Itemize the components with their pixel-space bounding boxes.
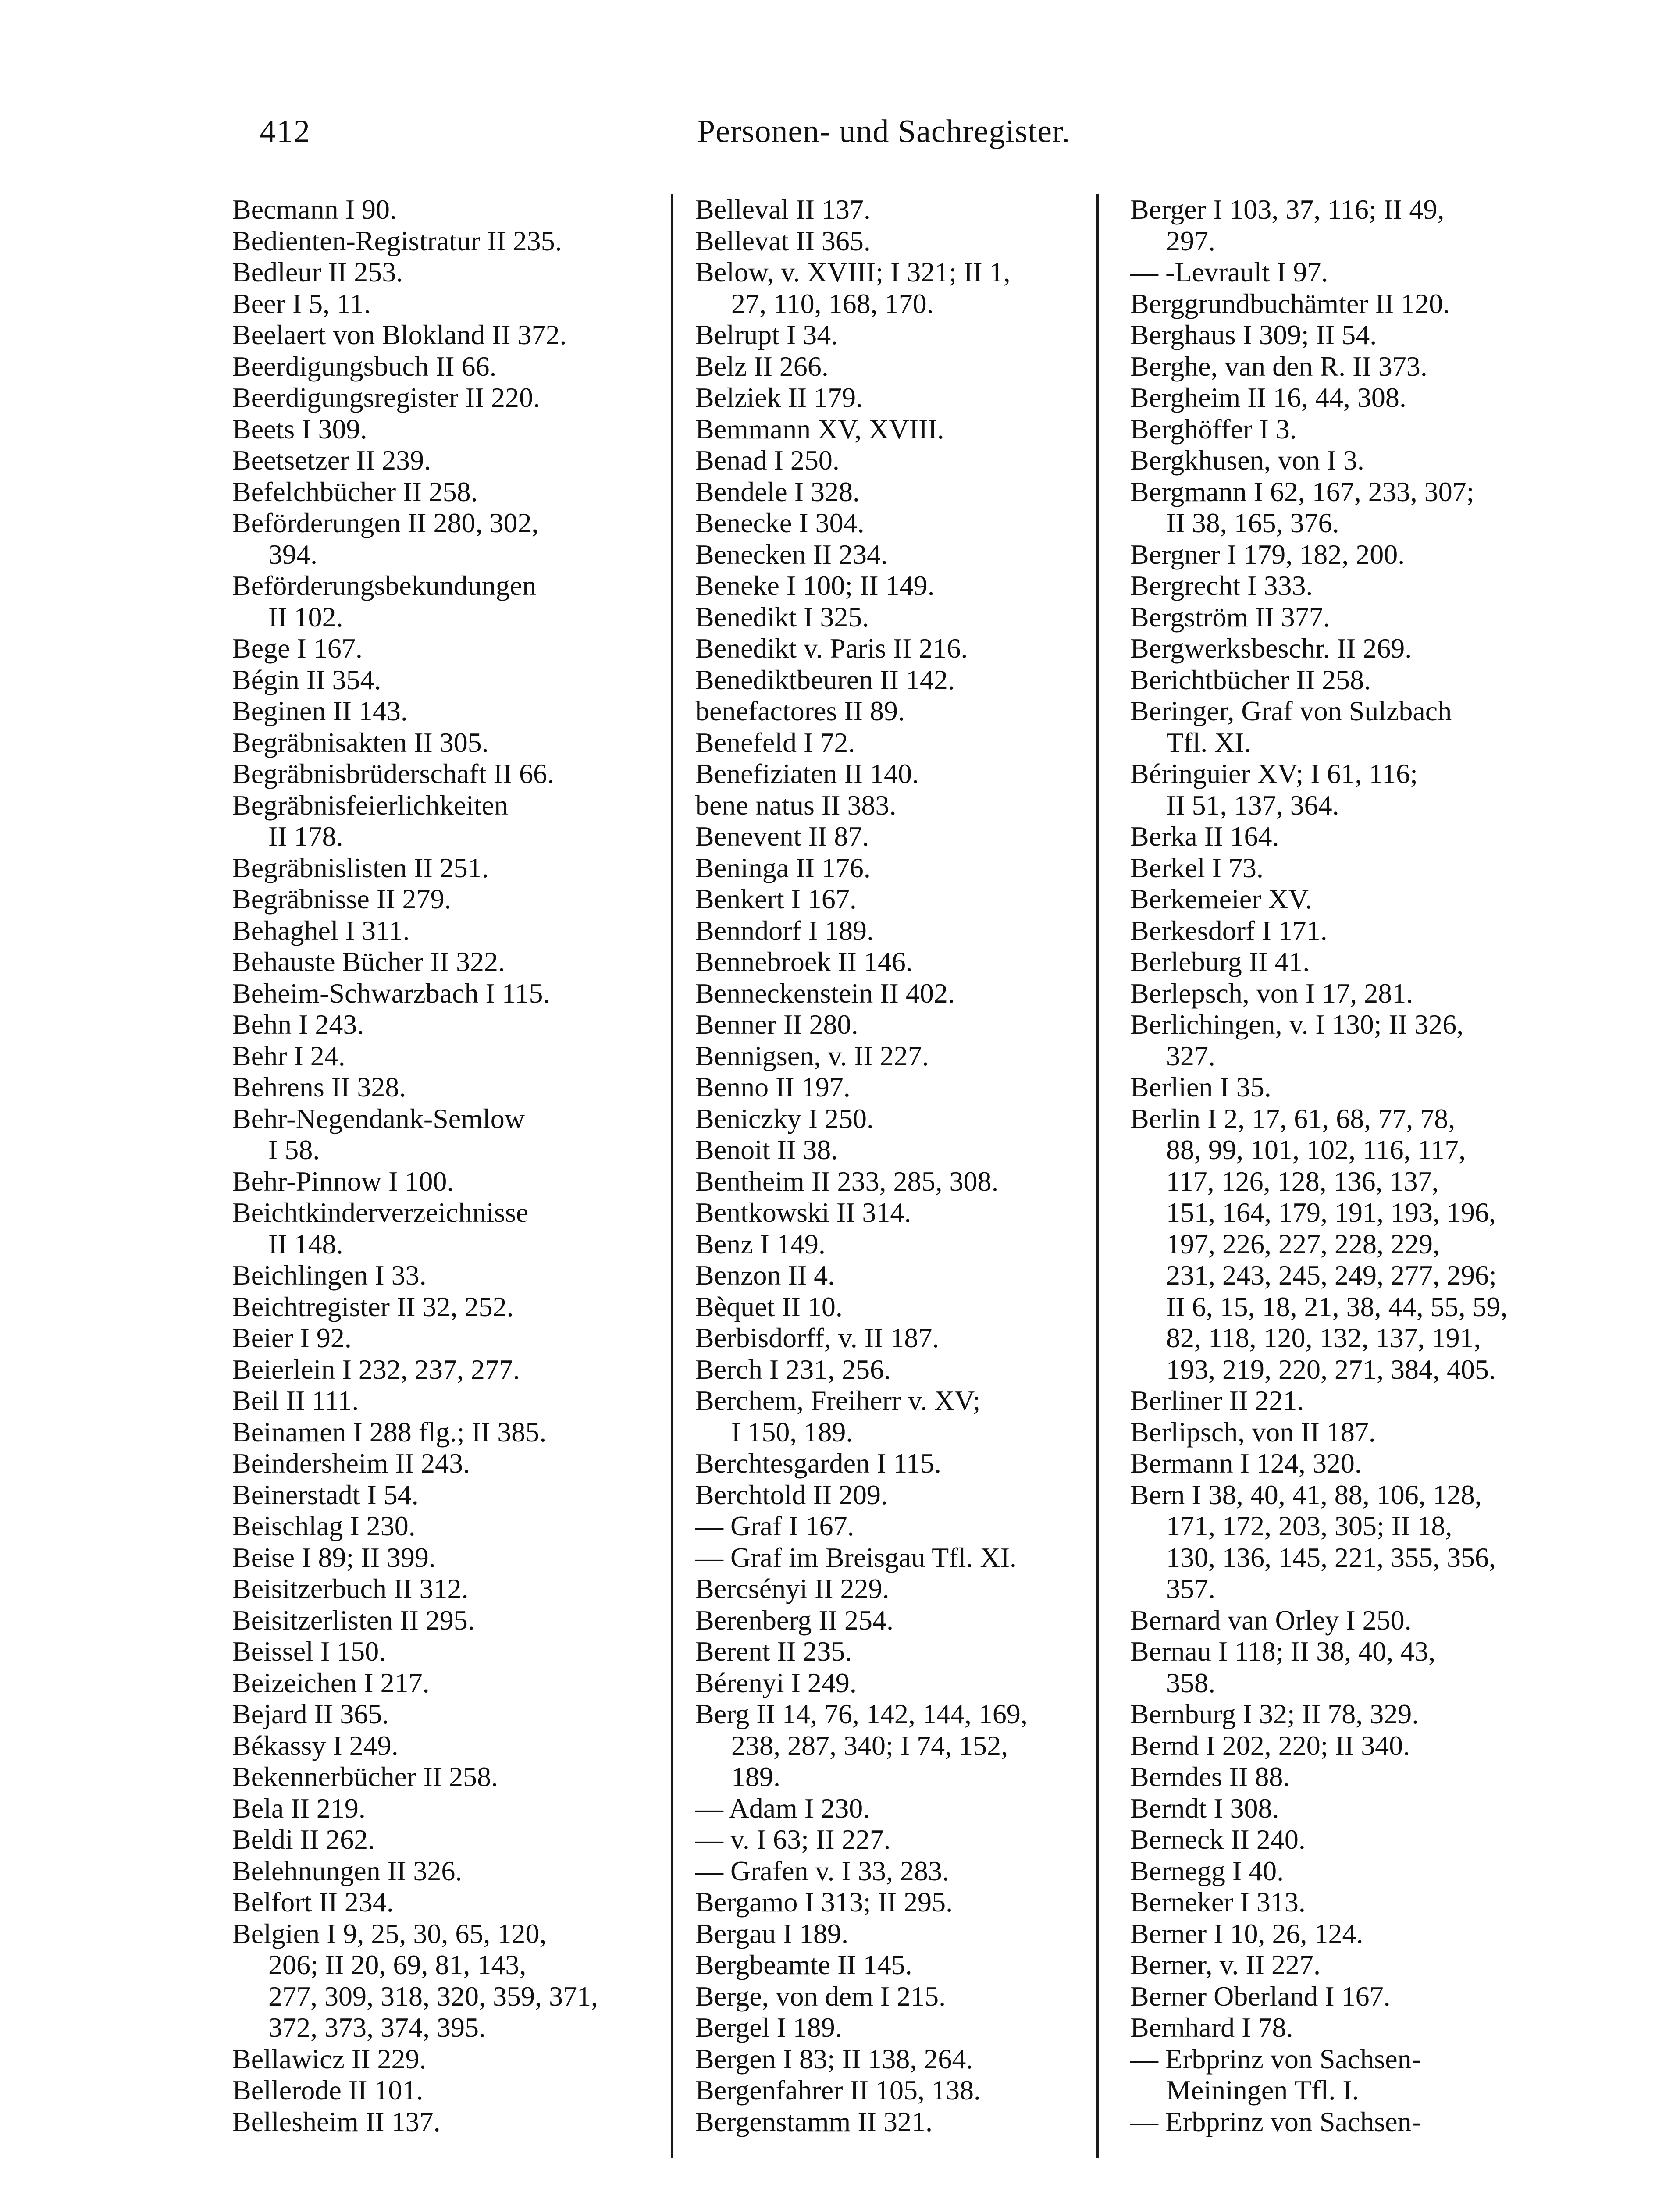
index-entry: Beer I 5, 11. xyxy=(232,288,371,319)
index-entry: Beinerstadt I 54. xyxy=(232,1479,419,1510)
index-entry: Bégin II 354. xyxy=(232,664,381,695)
index-entry: Bergheim II 16, 44, 308. xyxy=(1130,382,1406,413)
page-number: 412 xyxy=(260,114,311,149)
index-entry: Benedikt v. Paris II 216. xyxy=(695,633,968,664)
index-entry-continuation: 277, 309, 318, 320, 359, 371, xyxy=(268,1980,598,2012)
index-entry-continuation: 297. xyxy=(1166,225,1215,256)
index-column-3 xyxy=(1130,194,1542,2137)
index-entry: Belrupt I 34. xyxy=(695,319,838,350)
index-entry: Bemmann XV, XVIII. xyxy=(695,413,944,445)
index-entry-continuation: 117, 126, 128, 136, 137, xyxy=(1166,1165,1439,1197)
index-entry: Berent II 235. xyxy=(695,1636,852,1667)
index-entry: Befelchbücher II 258. xyxy=(232,476,478,507)
index-entry-continuation: 372, 373, 374, 395. xyxy=(268,2012,486,2043)
index-entry: Bercsényi II 229. xyxy=(695,1573,890,1604)
index-entry: Berneker I 313. xyxy=(1130,1886,1306,1918)
index-entry: — v. I 63; II 227. xyxy=(695,1824,891,1855)
index-entry: Bellawicz II 229. xyxy=(232,2043,427,2075)
index-entry: Bergenfahrer II 105, 138. xyxy=(695,2075,981,2106)
index-entry: Berndes II 88. xyxy=(1130,1761,1290,1792)
index-entry: — Adam I 230. xyxy=(695,1792,870,1824)
index-entry-continuation: II 178. xyxy=(268,821,343,852)
index-entry: Bellesheim II 137. xyxy=(232,2106,441,2137)
index-entry: Bèquet II 10. xyxy=(695,1291,843,1322)
index-entry: Benneckenstein II 402. xyxy=(695,977,955,1009)
index-entry: Behn I 243. xyxy=(232,1009,364,1040)
index-entry-continuation: II 148. xyxy=(268,1228,343,1260)
index-column-1 xyxy=(232,194,662,2137)
index-entry: Berchtold II 209. xyxy=(695,1479,888,1510)
index-entry: Benecke I 304. xyxy=(695,507,865,538)
index-entry: Becmann I 90. xyxy=(232,194,397,225)
index-entry: — Erbprinz von Sachsen- xyxy=(1130,2106,1421,2137)
index-entry: Berlin I 2, 17, 61, 68, 77, 78, xyxy=(1130,1103,1456,1134)
index-entry: Behrens II 328. xyxy=(232,1071,406,1103)
index-entry: Begräbnisfeierlichkeiten xyxy=(232,789,509,821)
index-entry-continuation: 189. xyxy=(731,1761,780,1792)
index-entry: Bergel I 189. xyxy=(695,2012,842,2043)
index-entry: benefactores II 89. xyxy=(695,695,905,726)
index-entry: Békassy I 249. xyxy=(232,1729,399,1761)
index-entry-continuation: 88, 99, 101, 102, 116, 117, xyxy=(1166,1134,1466,1165)
index-entry: Belziek II 179. xyxy=(695,382,863,413)
index-entry: Beförderungsbekundungen xyxy=(232,570,537,601)
index-entry: Berndt I 308. xyxy=(1130,1792,1279,1824)
index-entry: Bennigsen, v. II 227. xyxy=(695,1040,929,1071)
index-entry: Beizeichen I 217. xyxy=(232,1667,430,1698)
index-entry: — Graf I 167. xyxy=(695,1510,854,1541)
index-entry: Beichtregister II 32, 252. xyxy=(232,1291,514,1322)
index-entry: Beetsetzer II 239. xyxy=(232,445,431,476)
index-entry: Benad I 250. xyxy=(695,445,840,476)
index-entry: Begräbnislisten II 251. xyxy=(232,852,489,883)
index-entry: Benecken II 234. xyxy=(695,538,888,570)
index-entry: Beets I 309. xyxy=(232,413,367,445)
index-entry: Benner II 280. xyxy=(695,1009,858,1040)
index-entry: Bermann I 124, 320. xyxy=(1130,1448,1362,1479)
index-entry: Benz I 149. xyxy=(695,1228,826,1260)
index-entry: Bergen I 83; II 138, 264. xyxy=(695,2043,973,2075)
index-entry: Berner Oberland I 167. xyxy=(1130,1980,1391,2012)
index-entry: Bergenstamm II 321. xyxy=(695,2106,933,2137)
index-entry: Bergkhusen, von I 3. xyxy=(1130,445,1364,476)
index-entry: Behr-Pinnow I 100. xyxy=(232,1165,454,1197)
index-entry: Berkesdorf I 171. xyxy=(1130,915,1328,946)
index-entry: Bergbeamte II 145. xyxy=(695,1949,912,1980)
index-entry: Beil II 111. xyxy=(232,1385,359,1416)
index-entry: Beerdigungsbuch II 66. xyxy=(232,350,497,382)
index-entry-continuation: 27, 110, 168, 170. xyxy=(731,288,934,319)
index-entry-continuation: Meiningen Tfl. I. xyxy=(1166,2075,1359,2106)
page-header xyxy=(0,113,1680,157)
index-entry: Beierlein I 232, 237, 277. xyxy=(232,1353,520,1385)
index-entry: Benndorf I 189. xyxy=(695,915,874,946)
index-entry: Bergrecht I 333. xyxy=(1130,570,1313,601)
index-entry: Benno II 197. xyxy=(695,1071,851,1103)
index-entry: Berchtesgarden I 115. xyxy=(695,1448,941,1479)
index-entry: Benoit II 38. xyxy=(695,1134,838,1165)
index-entry: Berneck II 240. xyxy=(1130,1824,1306,1855)
index-entry: Bekennerbücher II 258. xyxy=(232,1761,498,1792)
index-entry-continuation: 238, 287, 340; I 74, 152, xyxy=(731,1729,1008,1761)
index-entry-continuation: 394. xyxy=(268,538,317,570)
index-entry: Berggrundbuchämter II 120. xyxy=(1130,288,1450,319)
index-entry: Bedienten-Registratur II 235. xyxy=(232,225,562,256)
index-entry: Bentkowski II 314. xyxy=(695,1197,911,1228)
index-entry: Beissel I 150. xyxy=(232,1636,386,1667)
index-entry: Beginen II 143. xyxy=(232,695,408,726)
index-entry: Benediktbeuren II 142. xyxy=(695,664,955,695)
index-entry: Bellerode II 101. xyxy=(232,2075,424,2106)
index-entry: Bergner I 179, 182, 200. xyxy=(1130,538,1405,570)
index-entry: Berichtbücher II 258. xyxy=(1130,664,1371,695)
index-entry: Bennebroek II 146. xyxy=(695,946,913,977)
index-entry: Beichtkinderverzeichnisse xyxy=(232,1197,529,1228)
running-title: Personen- und Sachregister. xyxy=(697,114,1071,149)
index-entry: Bentheim II 233, 285, 308. xyxy=(695,1165,999,1197)
index-entry: Beindersheim II 243. xyxy=(232,1448,470,1479)
index-entry: Berkel I 73. xyxy=(1130,852,1264,883)
index-entry: Beheim-Schwarzbach I 115. xyxy=(232,977,550,1009)
index-entry: Benefeld I 72. xyxy=(695,726,855,758)
index-entry: Benedikt I 325. xyxy=(695,601,869,633)
index-entry: Bellevat II 365. xyxy=(695,225,871,256)
index-entry: Bern I 38, 40, 41, 88, 106, 128, xyxy=(1130,1479,1482,1510)
index-entry: Berbisdorff, v. II 187. xyxy=(695,1322,940,1353)
index-entry-continuation: 151, 164, 179, 191, 193, 196, xyxy=(1166,1197,1496,1228)
index-entry: Bergau I 189. xyxy=(695,1918,848,1949)
index-entry: Bela II 219. xyxy=(232,1792,366,1824)
index-entry: Berchem, Freiherr v. XV; xyxy=(695,1385,981,1416)
index-entry-continuation: 357. xyxy=(1166,1573,1215,1604)
index-entry: Below, v. XVIII; I 321; II 1, xyxy=(695,256,1011,288)
index-entry: Behauste Bücher II 322. xyxy=(232,946,505,977)
index-entry: — Graf im Breisgau Tfl. XI. xyxy=(695,1541,1017,1573)
index-entry: Behaghel I 311. xyxy=(232,915,410,946)
index-entry: Berner I 10, 26, 124. xyxy=(1130,1918,1363,1949)
index-entry: Benkert I 167. xyxy=(695,883,857,915)
index-entry: Beniczky I 250. xyxy=(695,1103,874,1134)
index-entry: Berch I 231, 256. xyxy=(695,1353,891,1385)
index-entry: Berghe, van den R. II 373. xyxy=(1130,350,1427,382)
index-column-2 xyxy=(695,194,1107,2137)
index-entry: Beise I 89; II 399. xyxy=(232,1541,436,1573)
index-entry: Beisitzerlisten II 295. xyxy=(232,1604,475,1636)
index-entry-continuation: 82, 118, 120, 132, 137, 191, xyxy=(1166,1322,1481,1353)
index-entry: Bergwerksbeschr. II 269. xyxy=(1130,633,1412,664)
index-entry: Belleval II 137. xyxy=(695,194,871,225)
index-entry-continuation: II 38, 165, 376. xyxy=(1166,507,1339,538)
index-entry: Bergström II 377. xyxy=(1130,601,1330,633)
index-entry-continuation: II 6, 15, 18, 21, 38, 44, 55, 59, xyxy=(1166,1291,1508,1322)
index-entry: Benevent II 87. xyxy=(695,821,869,852)
index-entry: Begräbnisakten II 305. xyxy=(232,726,489,758)
index-entry: Beneke I 100; II 149. xyxy=(695,570,935,601)
index-entry: Bege I 167. xyxy=(232,633,363,664)
index-entry: Beringer, Graf von Sulzbach xyxy=(1130,695,1452,726)
index-entry: Beninga II 176. xyxy=(695,852,871,883)
index-entry: Bernburg I 32; II 78, 329. xyxy=(1130,1698,1419,1729)
index-entry: Berghöffer I 3. xyxy=(1130,413,1297,445)
index-entry-continuation: 130, 136, 145, 221, 355, 356, xyxy=(1166,1541,1496,1573)
index-entry: Bernhard I 78. xyxy=(1130,2012,1293,2043)
index-entry: Berghaus I 309; II 54. xyxy=(1130,319,1377,350)
index-entry: Bérenyi I 249. xyxy=(695,1667,857,1698)
index-entry: Beisitzerbuch II 312. xyxy=(232,1573,469,1604)
index-entry: Beerdigungsregister II 220. xyxy=(232,382,541,413)
index-entry: Berger I 103, 37, 116; II 49, xyxy=(1130,194,1445,225)
index-entry: Behr-Negendank-Semlow xyxy=(232,1103,525,1134)
index-entry: Bernau I 118; II 38, 40, 43, xyxy=(1130,1636,1436,1667)
index-entry: Beichlingen I 33. xyxy=(232,1260,427,1291)
index-entry: Bedleur II 253. xyxy=(232,256,403,288)
index-entry: Bergamo I 313; II 295. xyxy=(695,1886,953,1918)
index-entry: Benzon II 4. xyxy=(695,1260,835,1291)
index-entry: Beldi II 262. xyxy=(232,1824,375,1855)
index-entry-continuation: II 102. xyxy=(268,601,343,633)
index-entry: Bernard van Orley I 250. xyxy=(1130,1604,1412,1636)
index-entry: Benefiziaten II 140. xyxy=(695,758,919,789)
index-entry-continuation: I 58. xyxy=(268,1134,320,1165)
index-entry: — Erbprinz von Sachsen- xyxy=(1130,2043,1421,2075)
index-entry: Berner, v. II 227. xyxy=(1130,1949,1321,1980)
index-entry-continuation: 358. xyxy=(1166,1667,1215,1698)
index-entry: Berlepsch, von I 17, 281. xyxy=(1130,977,1413,1009)
index-entry-continuation: 193, 219, 220, 271, 384, 405. xyxy=(1166,1353,1496,1385)
index-entry-continuation: 231, 243, 245, 249, 277, 296; xyxy=(1166,1260,1497,1291)
index-entry: Beelaert von Blokland II 372. xyxy=(232,319,567,350)
index-entry: Behr I 24. xyxy=(232,1040,345,1071)
index-entry-continuation: 327. xyxy=(1166,1040,1215,1071)
index-entry: Berg II 14, 76, 142, 144, 169, xyxy=(695,1698,1028,1729)
index-entry-continuation: 197, 226, 227, 228, 229, xyxy=(1166,1228,1440,1260)
index-entry: Berlipsch, von II 187. xyxy=(1130,1416,1376,1448)
index-entry: Bejard II 365. xyxy=(232,1698,389,1729)
index-entry: Belfort II 234. xyxy=(232,1886,394,1918)
index-entry: Beinamen I 288 flg.; II 385. xyxy=(232,1416,547,1448)
index-entry: Berge, von dem I 215. xyxy=(695,1980,946,2012)
index-entry: Berkemeier XV. xyxy=(1130,883,1312,915)
index-entry: Beförderungen II 280, 302, xyxy=(232,507,539,538)
column-divider xyxy=(1096,194,1099,2158)
index-entry-continuation: 206; II 20, 69, 81, 143, xyxy=(268,1949,527,1980)
index-entry: Berenberg II 254. xyxy=(695,1604,893,1636)
column-divider xyxy=(671,194,673,2158)
index-entry: Begräbnisse II 279. xyxy=(232,883,452,915)
index-entry: — Grafen v. I 33, 283. xyxy=(695,1855,949,1886)
index-entry-continuation: 171, 172, 203, 305; II 18, xyxy=(1166,1510,1452,1541)
index-entry: Bergmann I 62, 167, 233, 307; xyxy=(1130,476,1474,507)
index-entry: — -Levrault I 97. xyxy=(1130,256,1328,288)
index-entry: Belgien I 9, 25, 30, 65, 120, xyxy=(232,1918,547,1949)
index-entry-continuation: II 51, 137, 364. xyxy=(1166,789,1339,821)
index-entry: Bernd I 202, 220; II 340. xyxy=(1130,1729,1410,1761)
index-entry: Bendele I 328. xyxy=(695,476,860,507)
index-entry: Béringuier XV; I 61, 116; xyxy=(1130,758,1418,789)
index-entry: Berleburg II 41. xyxy=(1130,946,1310,977)
index-entry: Berlien I 35. xyxy=(1130,1071,1271,1103)
index-entry-continuation: I 150, 189. xyxy=(731,1416,853,1448)
index-entry: Begräbnisbrüderschaft II 66. xyxy=(232,758,554,789)
index-entry: Beischlag I 230. xyxy=(232,1510,416,1541)
index-entry: bene natus II 383. xyxy=(695,789,897,821)
index-entry: Belz II 266. xyxy=(695,350,829,382)
index-entry: Bernegg I 40. xyxy=(1130,1855,1284,1886)
index-entry: Belehnungen II 326. xyxy=(232,1855,463,1886)
index-entry: Berlichingen, v. I 130; II 326, xyxy=(1130,1009,1464,1040)
index-entry: Beier I 92. xyxy=(232,1322,352,1353)
index-entry: Berka II 164. xyxy=(1130,821,1279,852)
index-entry: Berliner II 221. xyxy=(1130,1385,1304,1416)
index-entry-continuation: Tfl. XI. xyxy=(1166,726,1251,758)
